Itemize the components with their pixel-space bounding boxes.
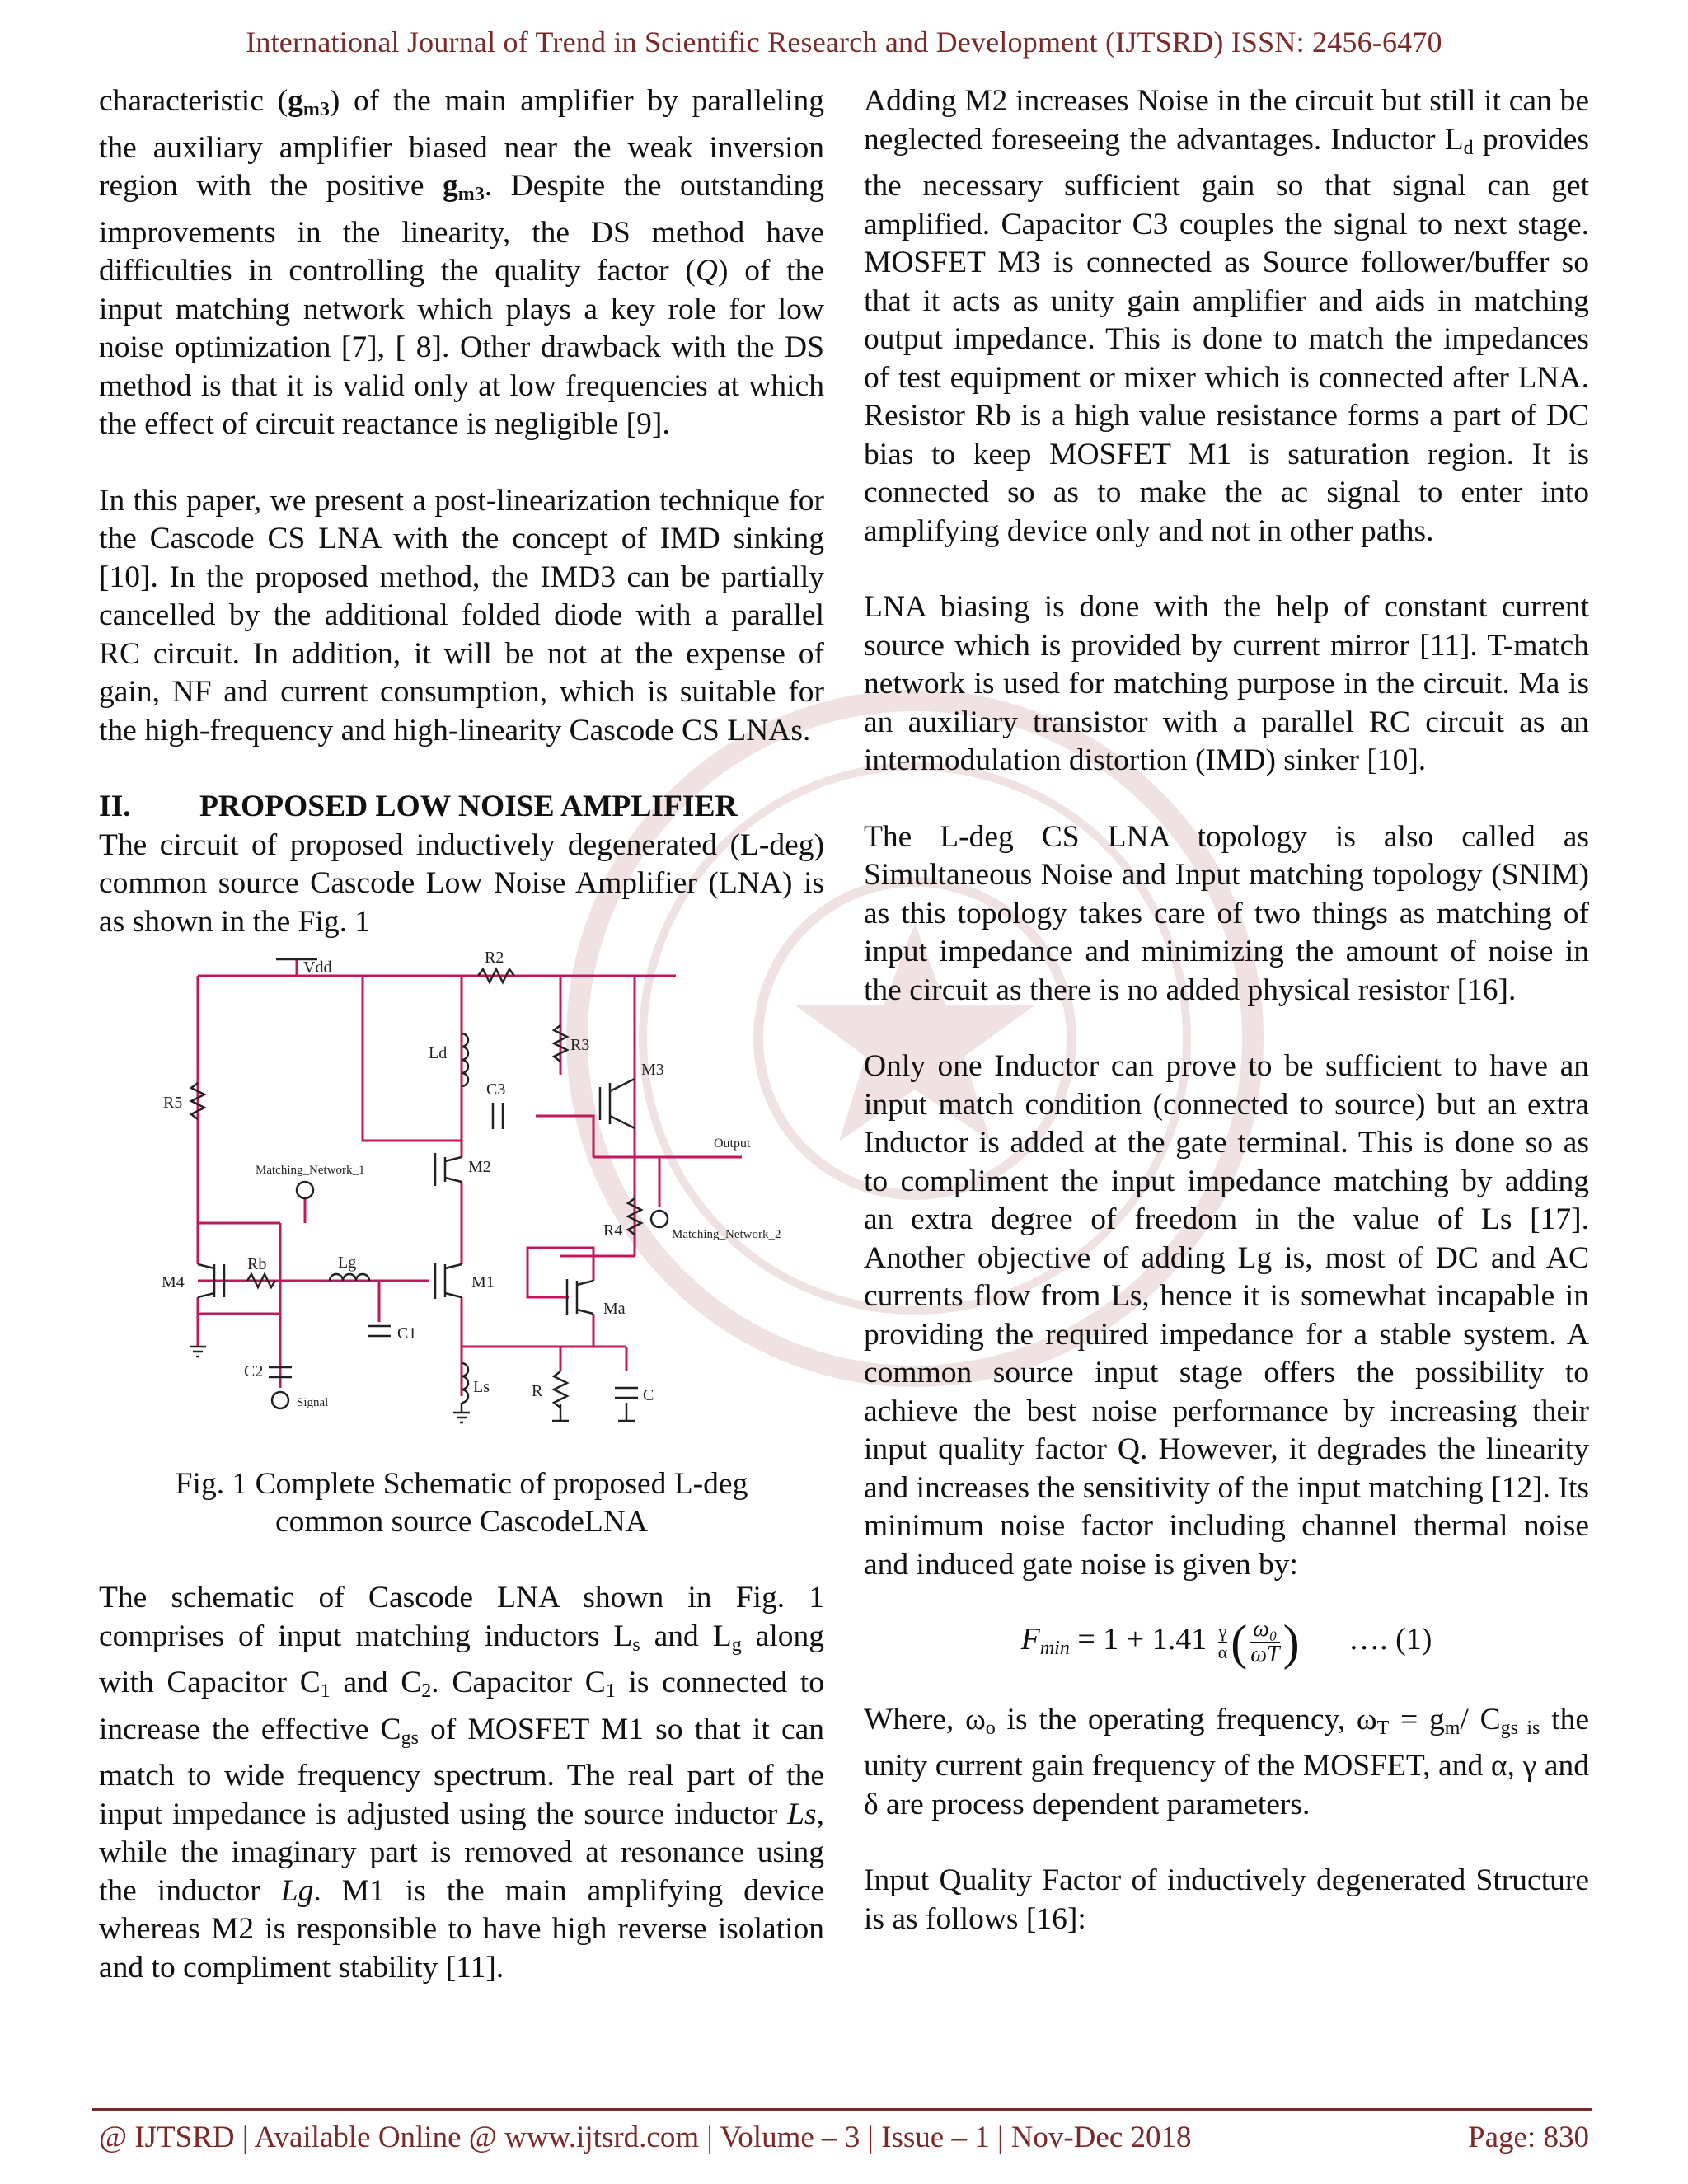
section-number: II. bbox=[99, 790, 131, 823]
subscript: o bbox=[985, 1717, 996, 1739]
text-run: along with Capacitor C bbox=[99, 1619, 824, 1699]
right-paragraph-4: Only one Inductor can prove to be sufficient to have an input match condition (connected to source) but an extra Inductor is added at the gate terminal. This is done so as to compliment the input impedance matching by adding an extra degree of freedom in the value of Ls [17]. Another objective of adding Lg is, most of DC and AC currents flow from Ls, hence it is somewhat incapable in providing the required impedance for a stable system. A common source input stage offers the possibility to achieve the best noise performance by increasing their input quality factor Q. However, it degrades the linearity and increases the sensitivity of the input matching [12]. Its minimum noise factor including channel thermal noise and induced gate noise is given by: bbox=[864, 1049, 1589, 1582]
subscript: 1 bbox=[605, 1680, 616, 1702]
subscript: m3 bbox=[302, 99, 330, 120]
figure-1 bbox=[99, 951, 824, 1541]
label-c1: C1 bbox=[397, 1324, 417, 1343]
label-output: Output bbox=[714, 1137, 751, 1151]
right-column bbox=[864, 82, 1589, 1938]
label-ld: Ld bbox=[429, 1044, 448, 1062]
label-r2: R2 bbox=[485, 951, 504, 967]
text-run: . M1 is the main amplifying device whereas M2 is responsible to have high reverse isolation and to compliment stability [11]. bbox=[99, 1873, 824, 1985]
eq-paren-right: ) bbox=[1282, 1615, 1300, 1670]
label-rb: Rb bbox=[247, 1255, 267, 1273]
text-run: Adding M2 increases Noise in the circuit but still it can be neglected foreseeing the advantages. Inductor L bbox=[864, 84, 1589, 157]
text-run: characteristic ( bbox=[99, 84, 288, 118]
subscript: gs bbox=[401, 1727, 419, 1749]
label-m1: M1 bbox=[471, 1273, 495, 1291]
subscript: T bbox=[1376, 1717, 1390, 1739]
text-run: Where, ω bbox=[864, 1702, 986, 1736]
components bbox=[190, 959, 668, 1422]
right-paragraph-5 bbox=[864, 1701, 1589, 1825]
subscript: s bbox=[632, 1633, 640, 1656]
label-m3: M3 bbox=[641, 1061, 664, 1079]
text-run: / C bbox=[1460, 1702, 1501, 1736]
left-paragraph-2: In this paper, we present a post-linearization technique for the Cascode CS LNA with the concept of IMD sinking [10]. In the proposed method, the IMD3 can be partially cancelled by the additional folded diode with a parallel RC circuit. In addition, it will be not at the expense of gain, NF and current consumption, which is suitable for the high-frequency and high-linearity Cascode CS LNAs. bbox=[99, 483, 824, 748]
left-paragraph-4 bbox=[99, 1579, 824, 1987]
label-c3: C3 bbox=[486, 1080, 506, 1099]
text-run: g bbox=[288, 84, 303, 118]
text-run: of MOSFET M1 so that it can match to wide frequency spectrum. The real part of the input impedance is adjusted using the source inductor bbox=[99, 1712, 824, 1831]
text-run: . Despite the outstanding improvements in the linearity, the DS method have difficulties in controlling the quality factor ( bbox=[99, 169, 825, 288]
left-paragraph-1 bbox=[99, 82, 824, 444]
eq-symbol: F bbox=[1020, 1622, 1040, 1657]
text-run: g bbox=[443, 169, 458, 203]
journal-header: International Journal of Trend in Scientific Research and Development (IJTSRD) ISSN: 2456-6470 bbox=[246, 26, 1442, 59]
label-matching-network-1: Matching_Network_1 bbox=[256, 1164, 365, 1177]
right-paragraph-3: The L-deg CS LNA topology is also called as Simultaneous Noise and Input matching topology (SNIM) as this topology takes care of two things as matching of input impedance and minimizing the amount of noise in the circuit as there is no added physical resistor [16]. bbox=[864, 819, 1589, 1007]
figure-caption bbox=[99, 1465, 824, 1541]
eq-numerator: ω₀ bbox=[1253, 1616, 1278, 1642]
eq-text: = 1 + 1.41 bbox=[1069, 1622, 1215, 1657]
eq-paren-left: ( bbox=[1231, 1615, 1248, 1670]
right-paragraph-2: LNA biasing is done with the help of constant current source which is provided by current mirror [11]. T-match network is used for matching purpose in the circuit. Ma is an auxiliary transistor with a parallel RC circuit as an intermodulation distortion (IMD) sinker [10]. bbox=[864, 590, 1589, 777]
label-m4: M4 bbox=[162, 1273, 185, 1291]
eq-omega-ratio bbox=[1231, 1615, 1300, 1670]
eq-numerator: γ bbox=[1218, 1621, 1227, 1642]
text-run: Lg bbox=[280, 1873, 314, 1908]
caption-line-2: common source CascodeLNA bbox=[275, 1505, 648, 1539]
equation-1 bbox=[864, 1617, 1589, 1668]
text-run: The schematic of Cascode LNA shown in Fig. 1 comprises of input matching inductors L bbox=[99, 1581, 824, 1653]
right-paragraph-1 bbox=[864, 82, 1589, 551]
label-r5: R5 bbox=[163, 1094, 183, 1112]
text-run: , while the imaginary part is removed at resonance using the inductor bbox=[99, 1797, 824, 1908]
left-column bbox=[99, 82, 824, 1987]
text-run: = g bbox=[1389, 1702, 1445, 1736]
eq-denominator: ωT bbox=[1250, 1642, 1280, 1667]
label-ls: Ls bbox=[473, 1378, 490, 1396]
equation-number: …. (1) bbox=[1348, 1622, 1432, 1657]
label-m2: M2 bbox=[468, 1158, 491, 1176]
section-heading bbox=[99, 788, 824, 827]
label-vdd: Vdd bbox=[303, 958, 332, 977]
label-matching-network-2: Matching_Network_2 bbox=[672, 1228, 781, 1241]
eq-denominator: α bbox=[1217, 1642, 1228, 1662]
label-c2: C2 bbox=[244, 1362, 264, 1380]
left-paragraph-3: The circuit of proposed inductively degenerated (L-deg) common source Cascode Low Noise Amplifier (LNA) is as shown in the Fig. 1 bbox=[99, 827, 824, 939]
right-paragraph-6: Input Quality Factor of inductively degenerated Structure is as follows [16]: bbox=[864, 1863, 1589, 1936]
text-run: and C bbox=[330, 1666, 422, 1699]
text-run: Q bbox=[695, 254, 718, 288]
subscript: 2 bbox=[421, 1680, 432, 1702]
footer-rule bbox=[92, 2108, 1592, 2111]
label-r: R bbox=[532, 1382, 543, 1400]
wires bbox=[198, 959, 742, 1396]
section-title: PROPOSED LOW NOISE AMPLIFIER bbox=[199, 790, 738, 823]
text-run: ) of the input matching network which plays a key role for low noise optimization [7], [ 8]. Other drawback with the DS method is that it is valid only at low frequencies at which the effect of circuit reactance is negligible [9]. bbox=[99, 254, 824, 441]
label-r3: R3 bbox=[570, 1036, 590, 1054]
subscript: m3 bbox=[457, 184, 485, 205]
subscript: gs is bbox=[1500, 1717, 1540, 1739]
subscript: m bbox=[1444, 1717, 1461, 1739]
subscript: 1 bbox=[320, 1680, 331, 1702]
circuit-schematic bbox=[99, 951, 824, 1446]
label-lg: Lg bbox=[338, 1254, 357, 1272]
text-run: Ls bbox=[787, 1797, 817, 1831]
text-run: the unity current gain frequency of the MOSFET, and α, γ and δ are process dependent parameters. bbox=[864, 1702, 1589, 1821]
eq-subscript: min bbox=[1039, 1638, 1070, 1660]
text-run: is connected to increase the effective C bbox=[99, 1666, 824, 1746]
text-run: provides the necessary sufficient gain so that signal can get amplified. Capacitor C3 couples the signal to next stage. MOSFET M3 is connected as Source follower/buffer so that it acts as unity gain amplifier and aids in matching output impedance. This is done to match the impedances of test equipment or mixer which is connected after LNA. Resistor Rb is a high value resistance forms a part of DC bias to keep MOSFET M1 is saturation region. It is connected so as to make the ac signal to enter into amplifying device only and not in other paths. bbox=[864, 122, 1589, 548]
caption-line-1: Fig. 1 Complete Schematic of proposed L-deg bbox=[175, 1467, 748, 1501]
label-ma: Ma bbox=[603, 1300, 626, 1318]
label-c: C bbox=[643, 1386, 654, 1404]
text-run: . Capacitor C bbox=[431, 1666, 606, 1699]
text-run: and L bbox=[640, 1619, 732, 1653]
page-number: Page: 830 bbox=[1468, 2121, 1589, 2154]
component-labels bbox=[162, 951, 781, 1409]
footer-citation: @ IJTSRD | Available Online @ www.ijtsrd.com | Volume – 3 | Issue – 1 | Nov-Dec 2018 bbox=[99, 2121, 1192, 2154]
text-run: ) of the main amplifier by paralleling the auxiliary amplifier biased near the weak inversion region with the positive bbox=[99, 84, 824, 203]
label-r4: R4 bbox=[603, 1221, 623, 1240]
subscript: d bbox=[1463, 137, 1474, 159]
subscript: g bbox=[731, 1633, 742, 1656]
text-run: is the operating frequency, ω bbox=[995, 1702, 1377, 1736]
label-signal: Signal bbox=[297, 1396, 329, 1409]
eq-gamma-over-alpha bbox=[1218, 1622, 1228, 1662]
